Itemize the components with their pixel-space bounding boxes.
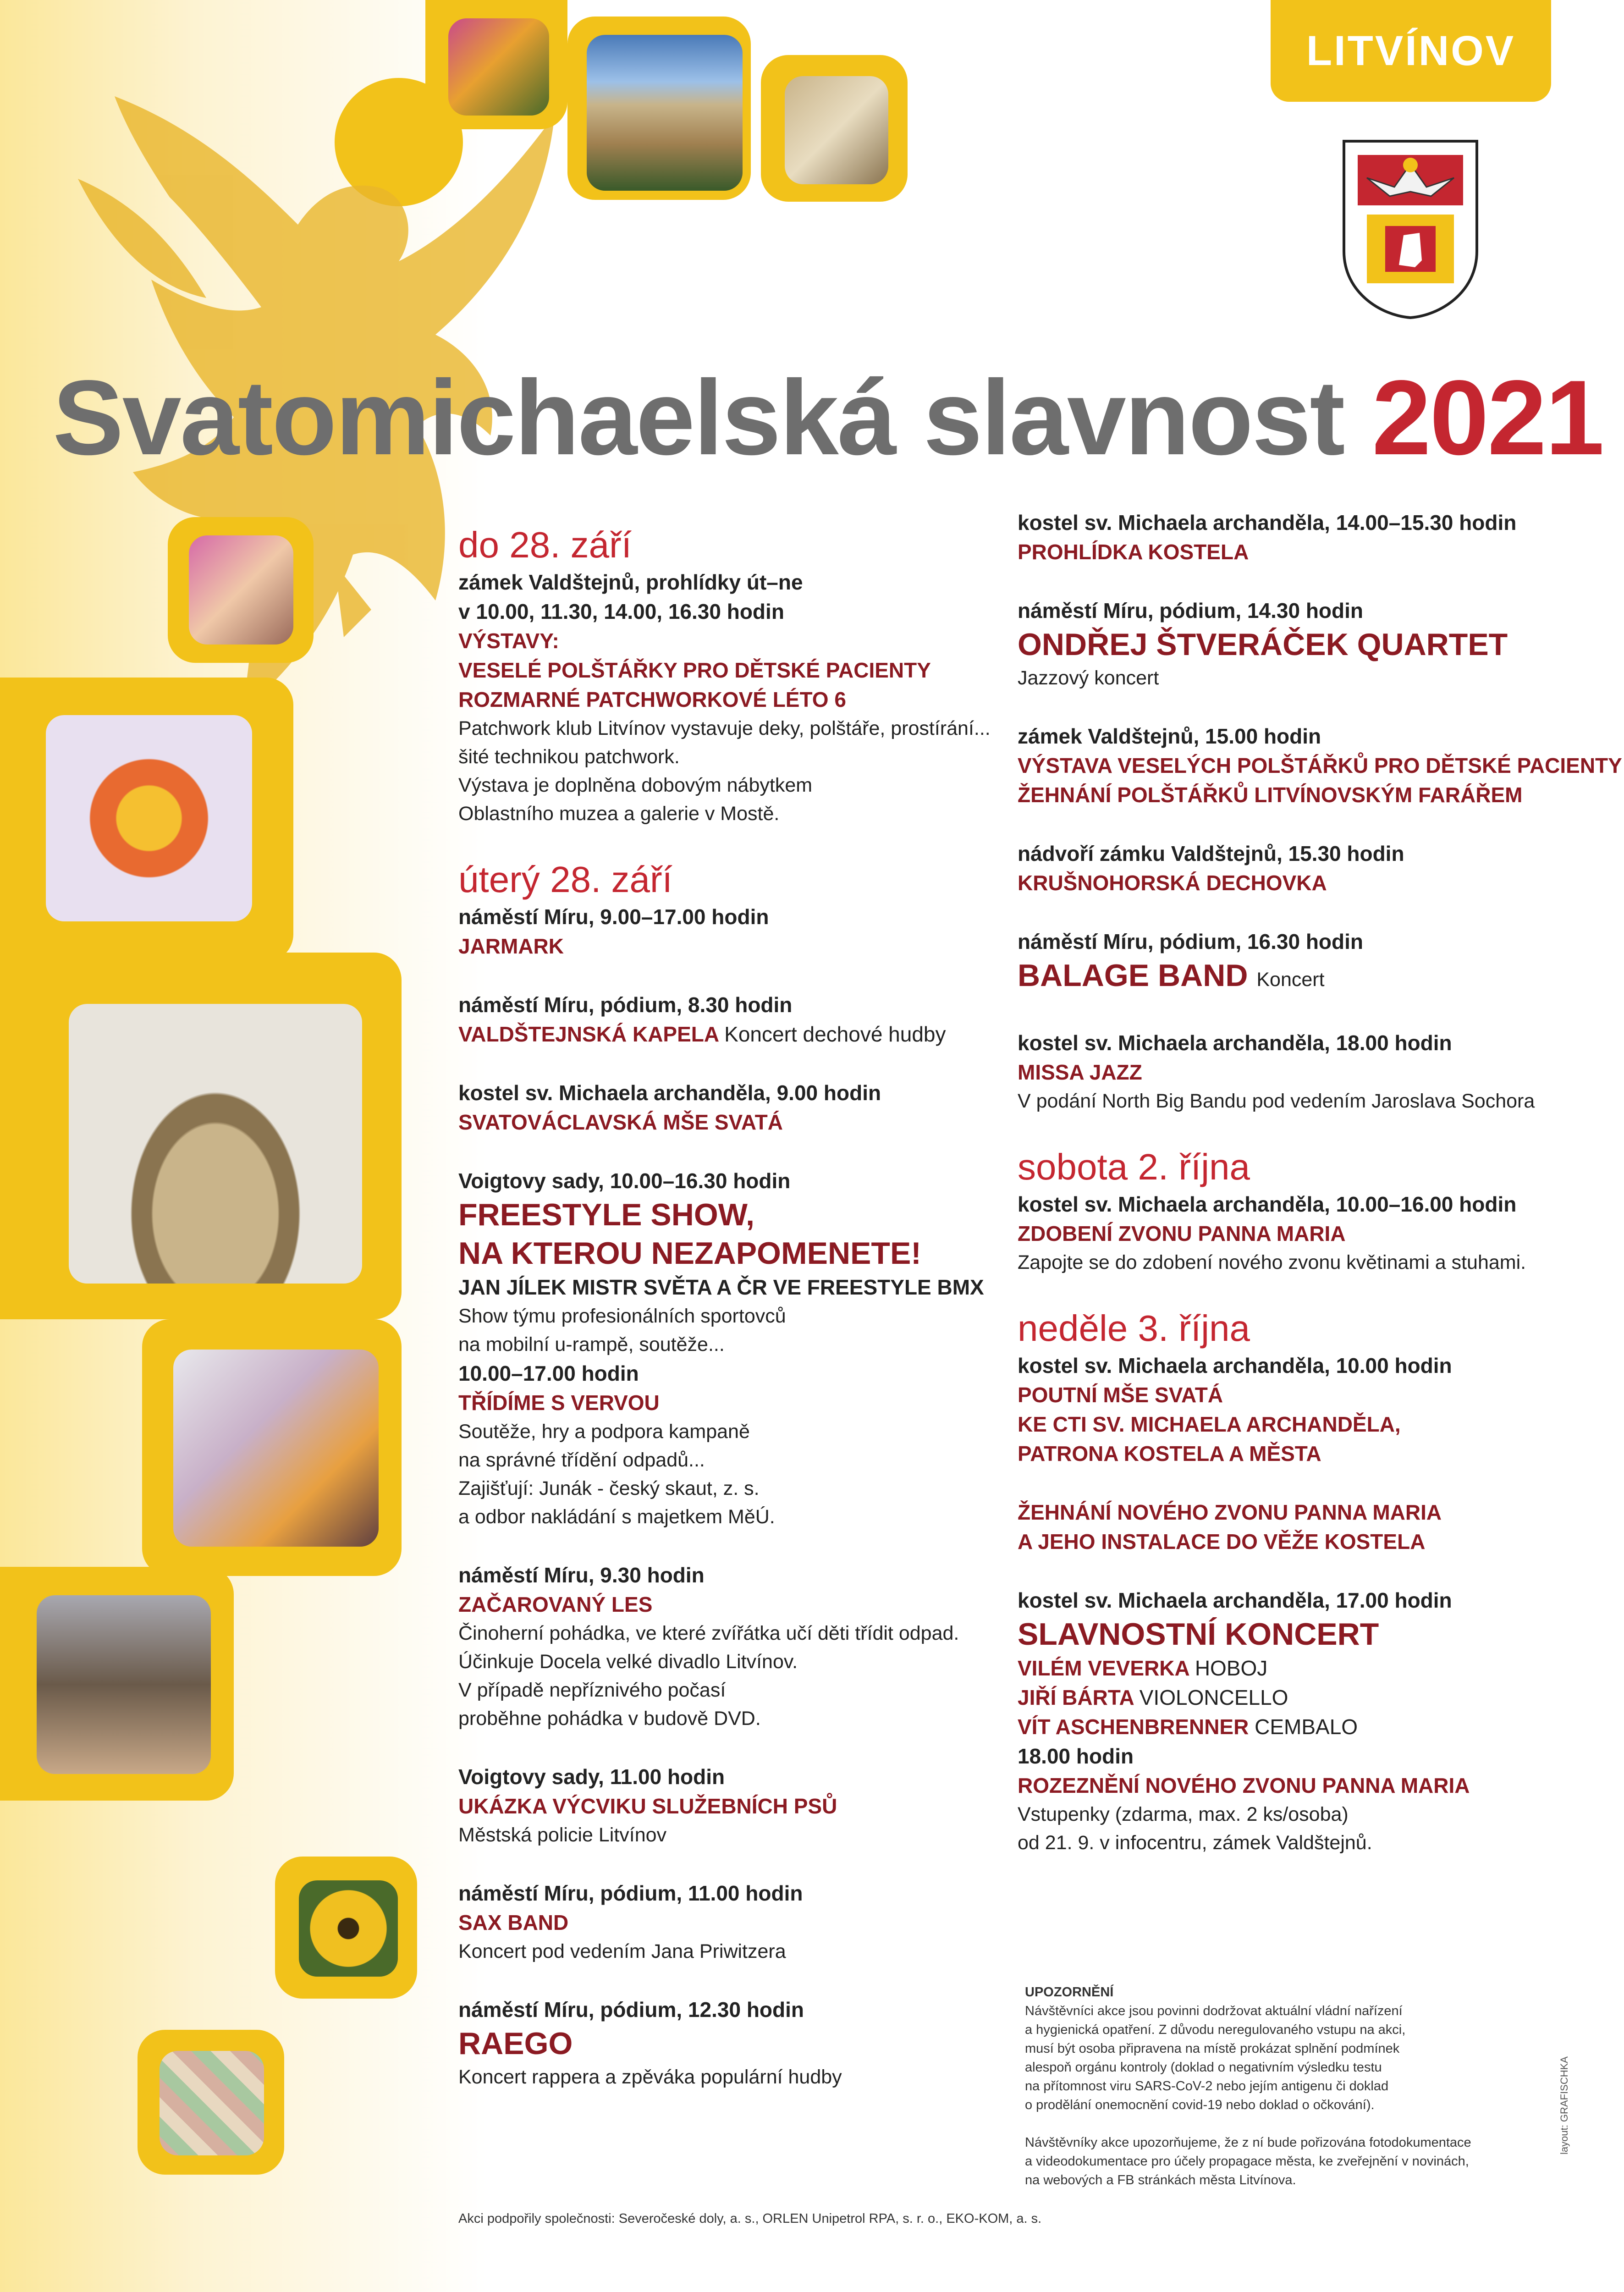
line-text: Koncert pod vedením Jana Priwitzera bbox=[458, 1940, 786, 1962]
event-description bbox=[458, 1821, 999, 1849]
event-location-time bbox=[458, 1879, 999, 1908]
event-title bbox=[458, 1107, 999, 1137]
line-text: POUTNÍ MŠE SVATÁ bbox=[1018, 1383, 1223, 1407]
city-coat-of-arms bbox=[1339, 137, 1481, 320]
event-title bbox=[1018, 1439, 1613, 1468]
event-description bbox=[458, 2063, 999, 2091]
line-text: ONDŘEJ ŠTVERÁČEK QUARTET bbox=[1018, 627, 1508, 662]
event-title bbox=[458, 626, 999, 656]
line-text: VALDŠTEJNSKÁ KAPELA bbox=[458, 1022, 719, 1046]
line-text: náměstí Míru, pódium, 12.30 hodin bbox=[458, 1998, 804, 2022]
event-location-time bbox=[458, 1995, 999, 2024]
line-text: Patchwork klub Litvínov vystavuje deky, polštáře, prostírání... bbox=[458, 717, 991, 739]
spacer bbox=[1018, 1277, 1613, 1306]
notice-line bbox=[1025, 2115, 1529, 2133]
event-title bbox=[458, 931, 999, 961]
line-text: SLAVNOSTNÍ KONCERT bbox=[1018, 1617, 1379, 1652]
line-text: zámek Valdštejnů, prohlídky út–ne bbox=[458, 570, 803, 594]
line-text: ZDOBENÍ ZVONU PANNA MARIA bbox=[1018, 1222, 1346, 1245]
line-text: nádvoří zámku Valdštejnů, 15.30 hodin bbox=[1018, 842, 1404, 865]
inline-note: CEMBALO bbox=[1255, 1715, 1358, 1739]
notice-line: Návštěvníky akce upozorňujeme, že z ní bude pořizována fotodokumentace bbox=[1025, 2135, 1471, 2150]
photo-church bbox=[587, 35, 743, 191]
event-title bbox=[1018, 780, 1613, 810]
event-location-time bbox=[1018, 722, 1613, 751]
line-text: zámek Valdštejnů, 15.00 hodin bbox=[1018, 724, 1321, 748]
photo-market bbox=[37, 1595, 211, 1774]
layout-credit: layout: GRAFISCHKA bbox=[1558, 2056, 1570, 2154]
line-text: TŘÍDÍME S VERVOU bbox=[458, 1391, 660, 1415]
photo-bell bbox=[69, 1004, 362, 1284]
line-text: RAEGO bbox=[458, 2026, 573, 2061]
event-location-time bbox=[458, 1359, 999, 1388]
spacer bbox=[1018, 567, 1613, 596]
program-left-column bbox=[458, 523, 999, 2091]
event-description bbox=[1018, 1829, 1613, 1857]
event-title bbox=[1018, 868, 1613, 898]
line-text: Zapojte se do zdobení nového zvonu květinami a stuhami. bbox=[1018, 1251, 1526, 1273]
event-location-time bbox=[1018, 1028, 1613, 1058]
line-text: v 10.00, 11.30, 14.00, 16.30 hodin bbox=[458, 600, 784, 623]
line-text: náměstí Míru, pódium, 14.30 hodin bbox=[1018, 599, 1363, 623]
section-date bbox=[1018, 1306, 1613, 1351]
photo-bell-engraving bbox=[785, 76, 888, 184]
event-description bbox=[458, 1503, 999, 1531]
notice-text bbox=[1025, 2002, 1529, 2190]
line-text: sobota 2. října bbox=[1018, 1146, 1250, 1187]
event-description bbox=[1018, 664, 1613, 692]
event-title bbox=[458, 1908, 999, 1937]
line-text: VILÉM VEVERKA bbox=[1018, 1656, 1189, 1680]
section-date bbox=[458, 857, 999, 902]
event-title bbox=[1018, 1653, 1613, 1683]
line-text: náměstí Míru, 9.30 hodin bbox=[458, 1563, 705, 1587]
spacer bbox=[458, 1137, 999, 1166]
event-location-time bbox=[458, 1273, 999, 1302]
event-location-time bbox=[458, 597, 999, 626]
event-title bbox=[1018, 1380, 1613, 1410]
event-location-time bbox=[1018, 1586, 1613, 1615]
event-description bbox=[1018, 1800, 1613, 1829]
line-text: neděle 3. října bbox=[1018, 1308, 1250, 1349]
sponsors-line: Akci podpořily společnosti: Severočeské doly, a. s., ORLEN Unipetrol RPA, s. r. o., EKO-KOM, a. s. bbox=[458, 2211, 1042, 2226]
line-text: Voigtovy sady, 10.00–16.30 hodin bbox=[458, 1169, 791, 1193]
event-title bbox=[458, 1388, 999, 1417]
inline-note: Koncert dechové hudby bbox=[724, 1022, 946, 1046]
line-text: Výstava je doplněna dobovým nábytkem bbox=[458, 774, 813, 796]
page-title bbox=[53, 357, 1603, 479]
line-text: JIŘÍ BÁRTA bbox=[1018, 1686, 1134, 1709]
title-main: Svatomichaelská slavnost bbox=[53, 358, 1344, 477]
event-location-time bbox=[1018, 839, 1613, 868]
line-text: kostel sv. Michaela archanděla, 18.00 hodin bbox=[1018, 1031, 1452, 1055]
line-text: Voigtovy sady, 11.00 hodin bbox=[458, 1765, 725, 1789]
spacer bbox=[458, 961, 999, 990]
notice-line: Návštěvníci akce jsou povinni dodržovat aktuální vládní nařízení bbox=[1025, 2004, 1403, 2018]
line-text: SVATOVÁCLAVSKÁ MŠE SVATÁ bbox=[458, 1110, 783, 1134]
event-title-large bbox=[1018, 956, 1613, 999]
line-text: náměstí Míru, pódium, 11.00 hodin bbox=[458, 1881, 803, 1905]
spacer bbox=[1018, 692, 1613, 722]
line-text: a odbor nakládání s majetkem MěÚ. bbox=[458, 1506, 775, 1528]
line-text: náměstí Míru, pódium, 8.30 hodin bbox=[458, 993, 793, 1017]
inline-note: VIOLONCELLO bbox=[1139, 1686, 1288, 1709]
event-location-time bbox=[458, 1078, 999, 1107]
event-description bbox=[458, 799, 999, 828]
line-text: Oblastního muzea a galerie v Mostě. bbox=[458, 803, 780, 825]
inline-note: HOBOJ bbox=[1195, 1656, 1268, 1680]
line-text: VÝSTAVA VESELÝCH POLŠTÁŘKŮ PRO DĚTSKÉ PACIENTY bbox=[1018, 754, 1622, 777]
line-text: proběhne pohádka v budově DVD. bbox=[458, 1708, 761, 1730]
event-title bbox=[1018, 1527, 1613, 1556]
line-text: Městská policie Litvínov bbox=[458, 1824, 667, 1846]
city-name: LITVÍNOV bbox=[1306, 27, 1516, 74]
spacer bbox=[1018, 810, 1613, 839]
line-text: ZAČAROVANÝ LES bbox=[458, 1592, 653, 1616]
program-right-column bbox=[1018, 508, 1622, 1857]
line-text: Soutěže, hry a podpora kampaně bbox=[458, 1421, 750, 1443]
notice-line: na webových a FB stránkách města Litvínova. bbox=[1025, 2173, 1296, 2187]
line-text: na mobilní u-rampě, soutěže... bbox=[458, 1333, 725, 1355]
line-text: BALAGE BAND bbox=[1018, 958, 1248, 993]
notice-line: a videodokumentace pro účely propagace města, ke zveřejnění v novinách, bbox=[1025, 2154, 1469, 2169]
event-location-time bbox=[1018, 508, 1613, 537]
line-text: kostel sv. Michaela archanděla, 14.00–15.30 hodin bbox=[1018, 511, 1517, 534]
event-location-time bbox=[458, 990, 999, 1019]
line-text: ROZEZNĚNÍ NOVÉHO ZVONU PANNA MARIA bbox=[1018, 1774, 1470, 1797]
notice-box bbox=[1025, 1983, 1529, 2190]
line-text: JARMARK bbox=[458, 934, 564, 958]
line-text: ŽEHNÁNÍ NOVÉHO ZVONU PANNA MARIA bbox=[1018, 1500, 1442, 1524]
event-title bbox=[458, 656, 999, 685]
spacer bbox=[458, 1966, 999, 1995]
event-location-time bbox=[1018, 1351, 1613, 1380]
event-location-time bbox=[1018, 1741, 1613, 1771]
event-title bbox=[1018, 1771, 1613, 1800]
section-date bbox=[1018, 1145, 1613, 1190]
photo-patchwork-houses bbox=[160, 2051, 264, 2155]
spacer bbox=[1018, 1115, 1613, 1145]
line-text: do 28. září bbox=[458, 524, 632, 565]
line-text: Účinkuje Docela velké divadlo Litvínov. bbox=[458, 1651, 798, 1673]
spacer bbox=[458, 1849, 999, 1879]
line-text: Koncert rappera a zpěváka populární hudby bbox=[458, 2066, 842, 2088]
notice-line: alespoň orgánu kontroly (doklad o negativním výsledku testu bbox=[1025, 2060, 1382, 2075]
line-text: V případě nepříznivého počasí bbox=[458, 1679, 726, 1701]
line-text: Jazzový koncert bbox=[1018, 667, 1159, 689]
line-text: FREESTYLE SHOW, bbox=[458, 1197, 755, 1232]
event-title bbox=[1018, 1712, 1613, 1741]
spacer bbox=[458, 1733, 999, 1762]
photo-pillow-blessing bbox=[173, 1350, 379, 1547]
event-location-time bbox=[458, 1560, 999, 1590]
event-title bbox=[1018, 1410, 1613, 1439]
event-description bbox=[458, 1302, 999, 1330]
event-title-large bbox=[458, 2024, 999, 2063]
spacer bbox=[458, 1049, 999, 1078]
photo-patchwork-pillow bbox=[46, 715, 252, 921]
line-text: SAX BAND bbox=[458, 1911, 569, 1934]
line-text: KRUŠNOHORSKÁ DECHOVKA bbox=[1018, 871, 1327, 895]
line-text: NA KTEROU NEZAPOMENETE! bbox=[458, 1236, 921, 1271]
spacer bbox=[1018, 999, 1613, 1028]
event-title-large bbox=[1018, 1615, 1613, 1653]
line-text: Zajišťují: Junák - český skaut, z. s. bbox=[458, 1477, 760, 1499]
spacer bbox=[458, 828, 999, 857]
event-title bbox=[1018, 537, 1613, 567]
title-year: 2021 bbox=[1372, 358, 1603, 477]
line-text: kostel sv. Michaela archanděla, 10.00 hodin bbox=[1018, 1354, 1452, 1377]
event-description bbox=[458, 1446, 999, 1474]
notice-line: na přítomnost viru SARS-CoV-2 nebo jejím antigenu či doklad bbox=[1025, 2079, 1389, 2094]
line-text: náměstí Míru, pódium, 16.30 hodin bbox=[1018, 930, 1363, 953]
event-description bbox=[458, 1619, 999, 1647]
line-text: JAN JÍLEK MISTR SVĚTA A ČR VE FREESTYLE BMX bbox=[458, 1275, 984, 1299]
event-title-large bbox=[458, 1196, 999, 1234]
notice-line: a hygienická opatření. Z důvodu neregulovaného vstupu na akci, bbox=[1025, 2022, 1406, 2037]
line-text: PATRONA KOSTELA A MĚSTA bbox=[1018, 1442, 1321, 1466]
event-location-time bbox=[1018, 1190, 1613, 1219]
notice-line: o prodělání onemocnění covid-19 nebo doklad o očkování). bbox=[1025, 2098, 1375, 2112]
line-text: PROHLÍDKA KOSTELA bbox=[1018, 540, 1249, 564]
line-text: kostel sv. Michaela archanděla, 9.00 hodin bbox=[458, 1081, 881, 1105]
event-location-time bbox=[458, 1762, 999, 1791]
spacer bbox=[1018, 1468, 1613, 1498]
event-location-time bbox=[1018, 596, 1613, 625]
spacer bbox=[458, 1531, 999, 1560]
event-description bbox=[458, 1417, 999, 1446]
event-title bbox=[1018, 1219, 1613, 1248]
line-text: ŽEHNÁNÍ POLŠTÁŘKŮ LITVÍNOVSKÝM FARÁŘEM bbox=[1018, 783, 1523, 807]
event-location-time bbox=[458, 1166, 999, 1196]
event-description bbox=[458, 1937, 999, 1966]
event-location-time bbox=[458, 567, 999, 597]
photo-child-facepaint bbox=[189, 535, 293, 645]
line-text: šité technikou patchwork. bbox=[458, 746, 680, 768]
inline-note: Koncert bbox=[1256, 969, 1325, 991]
line-text: V podání North Big Bandu pod vedením Jaroslava Sochora bbox=[1018, 1090, 1535, 1112]
line-text: od 21. 9. v infocentru, zámek Valdštejnů. bbox=[1018, 1832, 1372, 1854]
photo-flowers bbox=[448, 18, 549, 116]
event-description bbox=[458, 1330, 999, 1359]
event-title-large bbox=[1018, 625, 1613, 664]
event-description bbox=[458, 714, 999, 743]
line-text: VÍT ASCHENBRENNER bbox=[1018, 1715, 1249, 1739]
event-title bbox=[458, 1791, 999, 1821]
event-title bbox=[1018, 1498, 1613, 1527]
line-text: ROZMARNÉ PATCHWORKOVÉ LÉTO 6 bbox=[458, 688, 846, 711]
line-text: Vstupenky (zdarma, max. 2 ks/osoba) bbox=[1018, 1803, 1349, 1825]
line-text: A JEHO INSTALACE DO VĚŽE KOSTELA bbox=[1018, 1530, 1426, 1554]
event-title bbox=[458, 1019, 999, 1049]
event-description bbox=[458, 743, 999, 771]
event-description bbox=[458, 1647, 999, 1676]
event-title-large bbox=[458, 1234, 999, 1273]
event-description bbox=[458, 1474, 999, 1503]
event-description bbox=[458, 771, 999, 799]
line-text: VESELÉ POLŠTÁŘKY PRO DĚTSKÉ PACIENTY bbox=[458, 658, 931, 682]
event-title bbox=[1018, 1683, 1613, 1712]
section-date bbox=[458, 523, 999, 567]
spacer bbox=[1018, 898, 1613, 927]
line-text: MISSA JAZZ bbox=[1018, 1060, 1142, 1084]
notice-heading: UPOZORNĚNÍ bbox=[1025, 1985, 1114, 2000]
event-description bbox=[458, 1676, 999, 1704]
event-description bbox=[1018, 1248, 1613, 1277]
event-title bbox=[458, 1590, 999, 1619]
event-title bbox=[1018, 1058, 1613, 1087]
line-text: úterý 28. září bbox=[458, 859, 672, 900]
line-text: Činoherní pohádka, ve které zvířátka učí děti třídit odpad. bbox=[458, 1622, 959, 1644]
event-title bbox=[458, 685, 999, 714]
notice-line: musí být osoba připravena na místě prokázat splnění podmínek bbox=[1025, 2041, 1400, 2056]
event-location-time bbox=[458, 902, 999, 931]
line-text: UKÁZKA VÝCVIKU SLUŽEBNÍCH PSŮ bbox=[458, 1794, 837, 1818]
line-text: KE CTI SV. MICHAELA ARCHANDĚLA, bbox=[1018, 1412, 1401, 1436]
line-text: Show týmu profesionálních sportovců bbox=[458, 1305, 786, 1327]
line-text: na správné třídění odpadů... bbox=[458, 1449, 705, 1471]
line-text: 18.00 hodin bbox=[1018, 1744, 1134, 1768]
line-text: náměstí Míru, 9.00–17.00 hodin bbox=[458, 905, 769, 929]
event-description bbox=[1018, 1087, 1613, 1115]
city-badge bbox=[1271, 0, 1551, 102]
line-text: VÝSTAVY: bbox=[458, 629, 559, 653]
photo-sunflower bbox=[299, 1880, 398, 1977]
line-text: kostel sv. Michaela archanděla, 10.00–16.00 hodin bbox=[1018, 1192, 1517, 1216]
event-title bbox=[1018, 751, 1622, 780]
line-text: kostel sv. Michaela archanděla, 17.00 hodin bbox=[1018, 1588, 1452, 1612]
event-description bbox=[458, 1704, 999, 1733]
event-location-time bbox=[1018, 927, 1613, 956]
spacer bbox=[1018, 1556, 1613, 1586]
line-text: 10.00–17.00 hodin bbox=[458, 1361, 639, 1385]
